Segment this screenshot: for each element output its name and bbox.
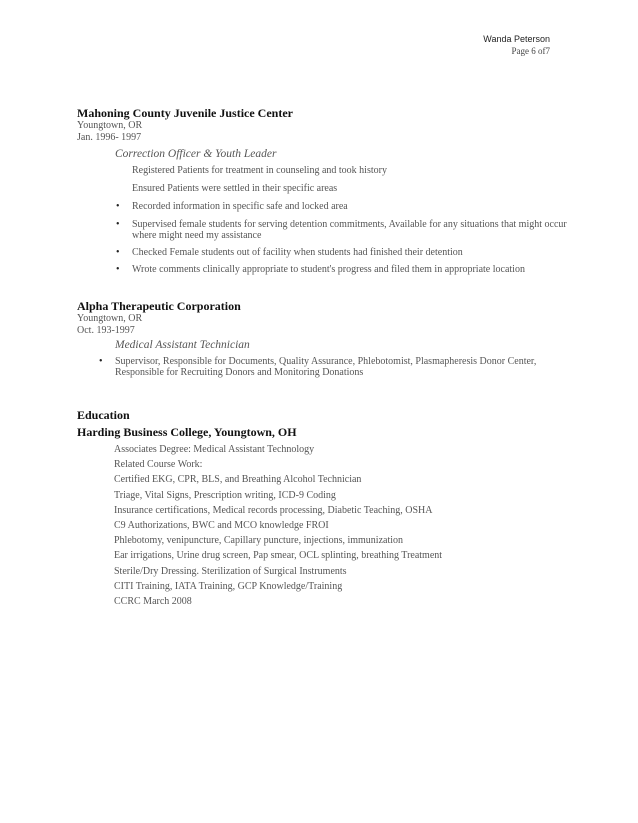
job-role: Correction Officer & Youth Leader xyxy=(115,148,277,160)
list-item xyxy=(116,219,567,241)
header-name: Wanda Peterson xyxy=(483,34,550,44)
header-page-number: Page 6 of7 xyxy=(511,46,550,56)
list-item: Phlebotomy, venipuncture, Capillary puncture, injections, immunization xyxy=(114,535,404,547)
duty-bullet-list xyxy=(77,356,567,378)
list-item: Triage, Vital Signs, Prescription writing, ICD-9 Coding xyxy=(114,489,336,501)
list-item xyxy=(116,201,567,212)
job-section-mahoning xyxy=(77,107,567,275)
company-location: Youngtown, OR xyxy=(77,120,143,131)
list-item xyxy=(116,264,567,275)
list-item-text: Checked Female students out of facility when students had finished their detention xyxy=(132,247,463,258)
list-item: Certified EKG, CPR, BLS, and Breathing Alcohol Technician xyxy=(114,474,362,486)
list-item-text: Supervised female students for serving detention commitments, Available for any situations that might occur where might need my assistance xyxy=(132,219,567,241)
list-item-text: Recorded information in specific safe and locked area xyxy=(132,201,348,212)
bullet-icon: • xyxy=(116,201,120,212)
list-item: Ear irrigations, Urine drug screen, Pap smear, OCL splinting, breathing Treatment xyxy=(114,550,443,562)
bullet-icon: • xyxy=(116,264,120,275)
list-item: C9 Authorizations, BWC and MCO knowledge FROI xyxy=(114,520,329,532)
list-item-text: Wrote comments clinically appropriate to student's progress and filed them in appropriate location xyxy=(132,264,525,275)
company-location: Youngtown, OR xyxy=(77,313,143,324)
job-role: Medical Assistant Technician xyxy=(115,339,250,351)
college-name: Harding Business College, Youngtown, OH xyxy=(77,425,297,439)
job-dates: Jan. 1996- 1997 xyxy=(77,132,142,143)
bullet-icon: • xyxy=(99,356,103,367)
duty-item: Ensured Patients were settled in their specific areas xyxy=(132,183,338,194)
job-section-alpha xyxy=(77,300,567,378)
list-item-text: Supervisor, Responsible for Documents, Quality Assurance, Phlebotomist, Plasmapheresis Donor Center, Responsible for Recruiting Donors and Monitoring Donations xyxy=(115,356,537,378)
list-item: CITI Training, IATA Training, GCP Knowledge/Training xyxy=(114,580,343,592)
bullet-icon: • xyxy=(116,219,120,230)
job-dates: Oct. 193-1997 xyxy=(77,325,135,336)
list-item: CCRC March 2008 xyxy=(114,596,192,608)
duty-bullet-list xyxy=(77,201,567,275)
list-item: Related Course Work: xyxy=(114,459,203,471)
section-heading: Education xyxy=(77,408,130,422)
list-item: Insurance certifications, Medical records processing, Diabetic Teaching, OSHA xyxy=(114,504,433,516)
education-item-list xyxy=(114,442,567,609)
list-item xyxy=(116,247,567,258)
bullet-icon: • xyxy=(116,247,120,258)
company-name: Mahoning County Juvenile Justice Center xyxy=(77,106,293,120)
list-item: Associates Degree: Medical Assistant Technology xyxy=(114,444,315,455)
duty-item: Registered Patients for treatment in counseling and took history xyxy=(132,165,387,176)
company-name: Alpha Therapeutic Corporation xyxy=(77,299,241,313)
list-item: Sterile/Dry Dressing. Sterilization of Surgical Instruments xyxy=(114,565,347,577)
list-item xyxy=(99,356,567,378)
education-section xyxy=(77,408,567,609)
